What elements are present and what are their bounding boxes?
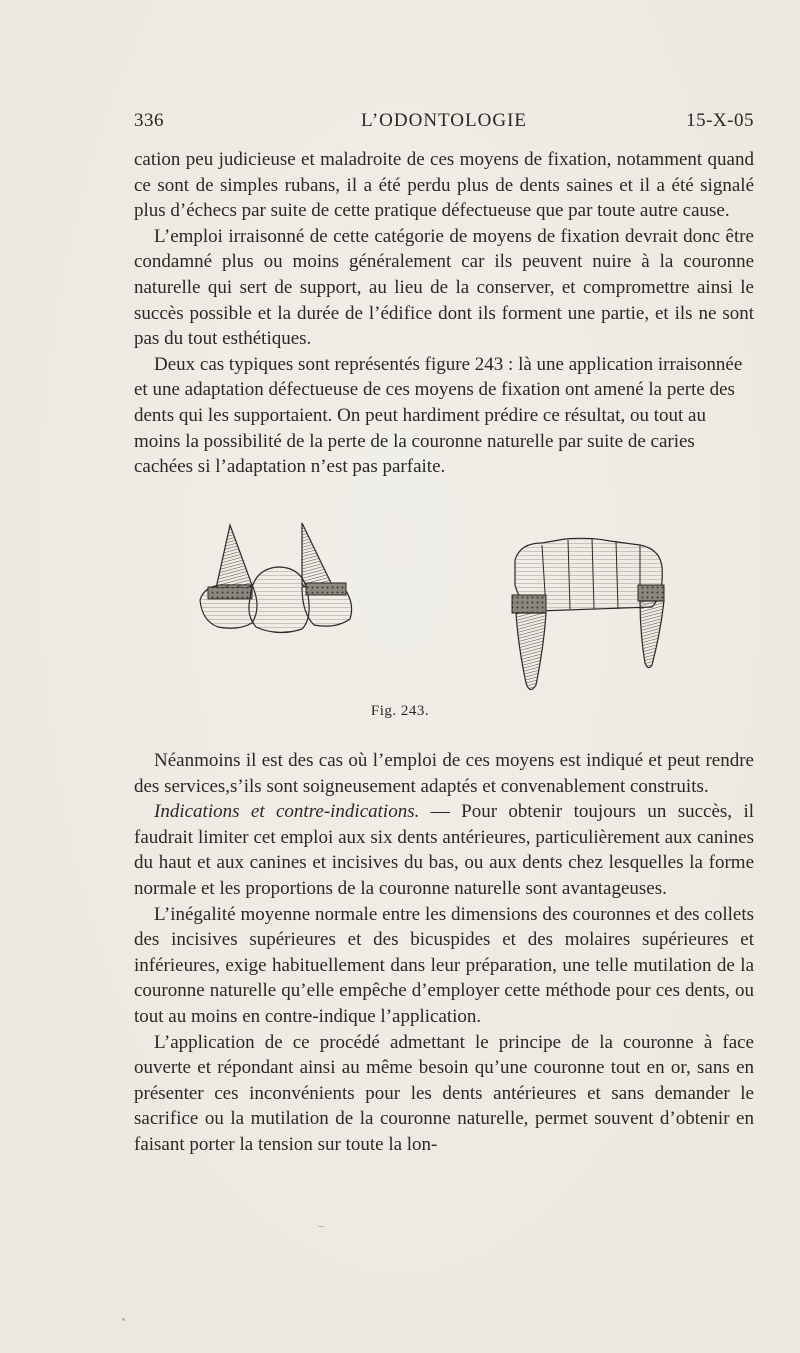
text-block-bottom [134,748,754,1158]
left-bridge-drawing [200,523,352,633]
paper-speck [318,1226,324,1227]
right-bridge-drawing [512,538,664,690]
paragraph-5-text: — Pour obtenir toujours un succès, il faudrait limiter cet emploi aux six dents antérieures, particulièrement aux canines du haut et aux canines et incisives du bas, ou aux dents chez lesquelles la forme normale et les proportions de la couronne naturelle sont avantageuses. [134,801,755,899]
paper-speck [122,1318,125,1321]
paragraph-6: L’inégalité moyenne normale entre les dimensions des couronnes et des collets des incisives supérieures et des bicuspides et des molaires supérieures et inférieures, exige habituellement dans leur préparation, une telle mutilation de la couronne naturelle qu’elle empêche d’employer cette méthode pour ces dents, ou tout au moins en contre-indique l’application. [134,903,754,1027]
running-title: L’ODONTOLOGIE [360,110,528,131]
figure-caption: Fig. 243. [370,703,430,719]
paragraph-3: Deux cas typiques sont représentés figure 243 : là une application irraisonnée et une adaptation défectueuse de ces moyens de fixation ont amené la perte des dents qui les supportaient. On peut hardiment prédire ce résultat, ou tout au moins la possibilité de la perte de la couronne naturelle par suite de caries cachées si l’adaptation n’est pas parfaite. [134,353,743,478]
paragraph-4: Néanmoins il est des cas où l’emploi de ces moyens est indiqué et peut rendre des services,s’ils sont soigneusement adaptés et convenablement construits. [134,750,754,797]
issue-date: 15-X-05 [686,110,754,131]
section-heading-indications: Indications et contre-indications. [154,801,420,823]
figure-243-teeth-illustration [190,515,690,695]
paragraph-5 [134,799,754,901]
text-block-top [134,147,754,480]
running-header [134,110,754,140]
paragraph-2: L’emploi irraisonné de cette catégorie de moyens de fixation devrait donc être condamné plus ou moins généralement car ils peuvent nuire à la couronne naturelle qui sert de support, au lieu de la conserver, et compromettre ainsi le succès possible et la durée de l’édifice dont ils forment une partie, et ils ne sont pas du tout esthétiques. [134,225,754,350]
page-number: 336 [134,110,164,131]
paragraph-7: L’application de ce procédé admettant le principe de la couronne à face ouverte et répondant ainsi au même besoin qu’une couronne tout en or, sans en présenter ces inconvénients pour les dents antérieures et sans demander le sacrifice ou la mutilation de la couronne naturelle, permet souvent d’obtenir en faisant porter la tension sur toute la lon- [134,1031,754,1155]
paragraph-1: cation peu judicieuse et maladroite de ces moyens de fixation, notamment quand ce sont de simples rubans, il a été perdu plus de dents saines et il a été signalé plus d’échecs par suite de cette pratique défectueuse que par toute autre cause. [134,149,754,222]
